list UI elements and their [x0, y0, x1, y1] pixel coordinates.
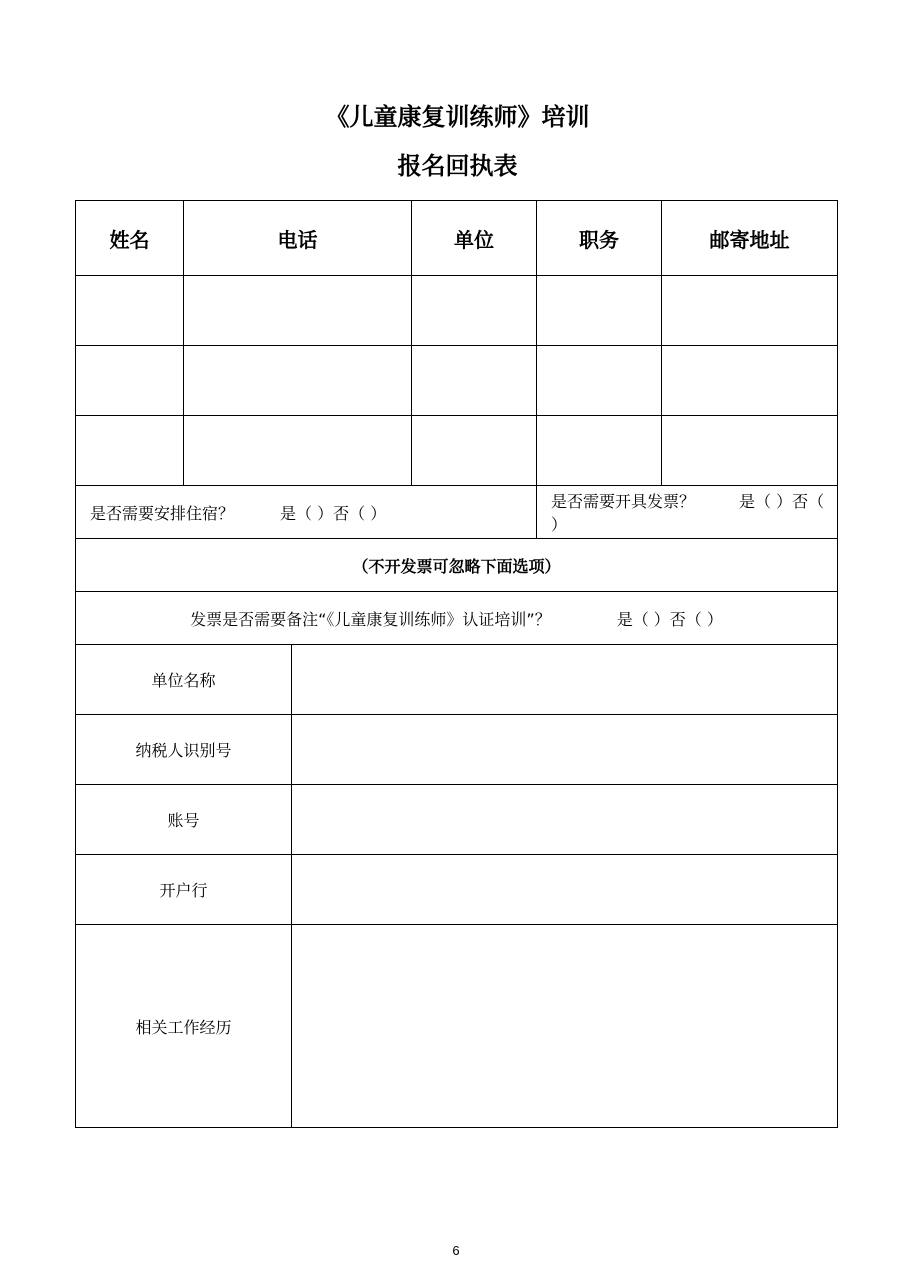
- unit-field[interactable]: [412, 346, 537, 416]
- invoice-choice[interactable]: 是（ ）否（ ）: [551, 492, 825, 534]
- header-unit: 单位: [412, 201, 537, 276]
- table-row: [76, 276, 838, 346]
- phone-field[interactable]: [184, 416, 412, 486]
- name-field[interactable]: [76, 416, 184, 486]
- account-number-label: 账号: [76, 785, 292, 855]
- invoice-field-row: [76, 855, 838, 925]
- position-field[interactable]: [537, 346, 662, 416]
- invoice-note: （不开发票可忽略下面选项）: [76, 539, 838, 592]
- table-row: [76, 416, 838, 486]
- accommodation-choice[interactable]: 是（ ）否（ ）: [280, 503, 387, 523]
- registration-form-table: [75, 200, 838, 1128]
- accommodation-question: 是否需要安排住宿？: [90, 503, 235, 523]
- invoice-remark-choice[interactable]: 是（ ）否（ ）: [616, 609, 723, 629]
- table-row: [76, 346, 838, 416]
- invoice-field-row: [76, 785, 838, 855]
- header-phone: 电话: [184, 201, 412, 276]
- account-number-field[interactable]: [292, 785, 838, 855]
- invoice-note-row: [76, 539, 838, 592]
- bank-field[interactable]: [292, 855, 838, 925]
- bank-label: 开户行: [76, 855, 292, 925]
- page-number: 6: [452, 1243, 460, 1258]
- invoice-remark-option[interactable]: [76, 592, 838, 645]
- invoice-remark-row: [76, 592, 838, 645]
- address-field[interactable]: [662, 276, 838, 346]
- header-address: 邮寄地址: [662, 201, 838, 276]
- invoice-option[interactable]: [537, 486, 838, 539]
- company-name-label: 单位名称: [76, 645, 292, 715]
- invoice-field-row: [76, 645, 838, 715]
- phone-field[interactable]: [184, 346, 412, 416]
- position-field[interactable]: [537, 416, 662, 486]
- experience-row: [76, 925, 838, 1128]
- header-position: 职务: [537, 201, 662, 276]
- accommodation-option[interactable]: [76, 486, 537, 539]
- company-name-field[interactable]: [292, 645, 838, 715]
- invoice-field-row: [76, 715, 838, 785]
- tax-id-field[interactable]: [292, 715, 838, 785]
- address-field[interactable]: [662, 346, 838, 416]
- document-subtitle: 报名回执表: [397, 152, 518, 180]
- invoice-question: 是否需要开具发票？: [551, 492, 696, 511]
- name-field[interactable]: [76, 346, 184, 416]
- document-title: 《儿童康复训练师》培训: [325, 103, 590, 131]
- header-row: [76, 201, 838, 276]
- unit-field[interactable]: [412, 276, 537, 346]
- phone-field[interactable]: [184, 276, 412, 346]
- options-row: [76, 486, 838, 539]
- position-field[interactable]: [537, 276, 662, 346]
- name-field[interactable]: [76, 276, 184, 346]
- experience-field[interactable]: [292, 925, 838, 1128]
- header-name: 姓名: [76, 201, 184, 276]
- invoice-remark-question: 发票是否需要备注“《儿童康复训练师》认证培训”？: [190, 609, 551, 629]
- address-field[interactable]: [662, 416, 838, 486]
- unit-field[interactable]: [412, 416, 537, 486]
- tax-id-label: 纳税人识别号: [76, 715, 292, 785]
- experience-label: 相关工作经历: [76, 925, 292, 1128]
